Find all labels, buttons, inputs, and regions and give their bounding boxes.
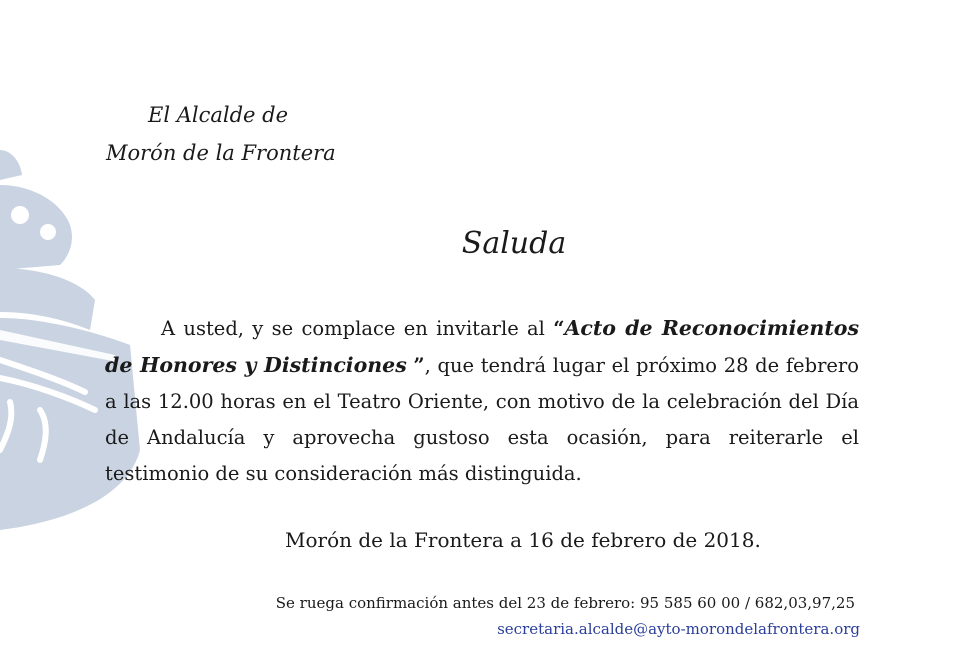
document-title: Saluda: [461, 226, 567, 261]
sender-line-2: Morón de la Frontera: [106, 141, 336, 165]
contact-email[interactable]: secretaria.alcalde@ayto-morondelafrontera.org: [497, 620, 860, 638]
confirmation-note: Se ruega confirmación antes del 23 de febrero: 95 585 60 00 / 682,03,97,25: [275, 594, 855, 612]
quote-close: ”: [413, 354, 425, 377]
sender-block: [106, 96, 336, 172]
body-part-2: , que tendrá lugar el próximo 28 de febrero a las 12.00 horas en el Teatro Oriente, con motivo de la celebración del Día de Andalucía y aprovecha gustoso esta ocasión, para reiterarle el testimonio de su consideración más distinguida.: [105, 354, 859, 485]
body-paragraph: [105, 310, 859, 492]
event-name: Acto de Reconocimientos de Honores y Distinciones: [105, 316, 860, 377]
sender-line-1: El Alcalde de: [148, 103, 289, 127]
quote-open: “: [553, 317, 565, 340]
date-line: Morón de la Frontera a 16 de febrero de 2018.: [285, 528, 761, 552]
body-part-1: A usted, y se complace en invitarle al: [161, 317, 545, 340]
